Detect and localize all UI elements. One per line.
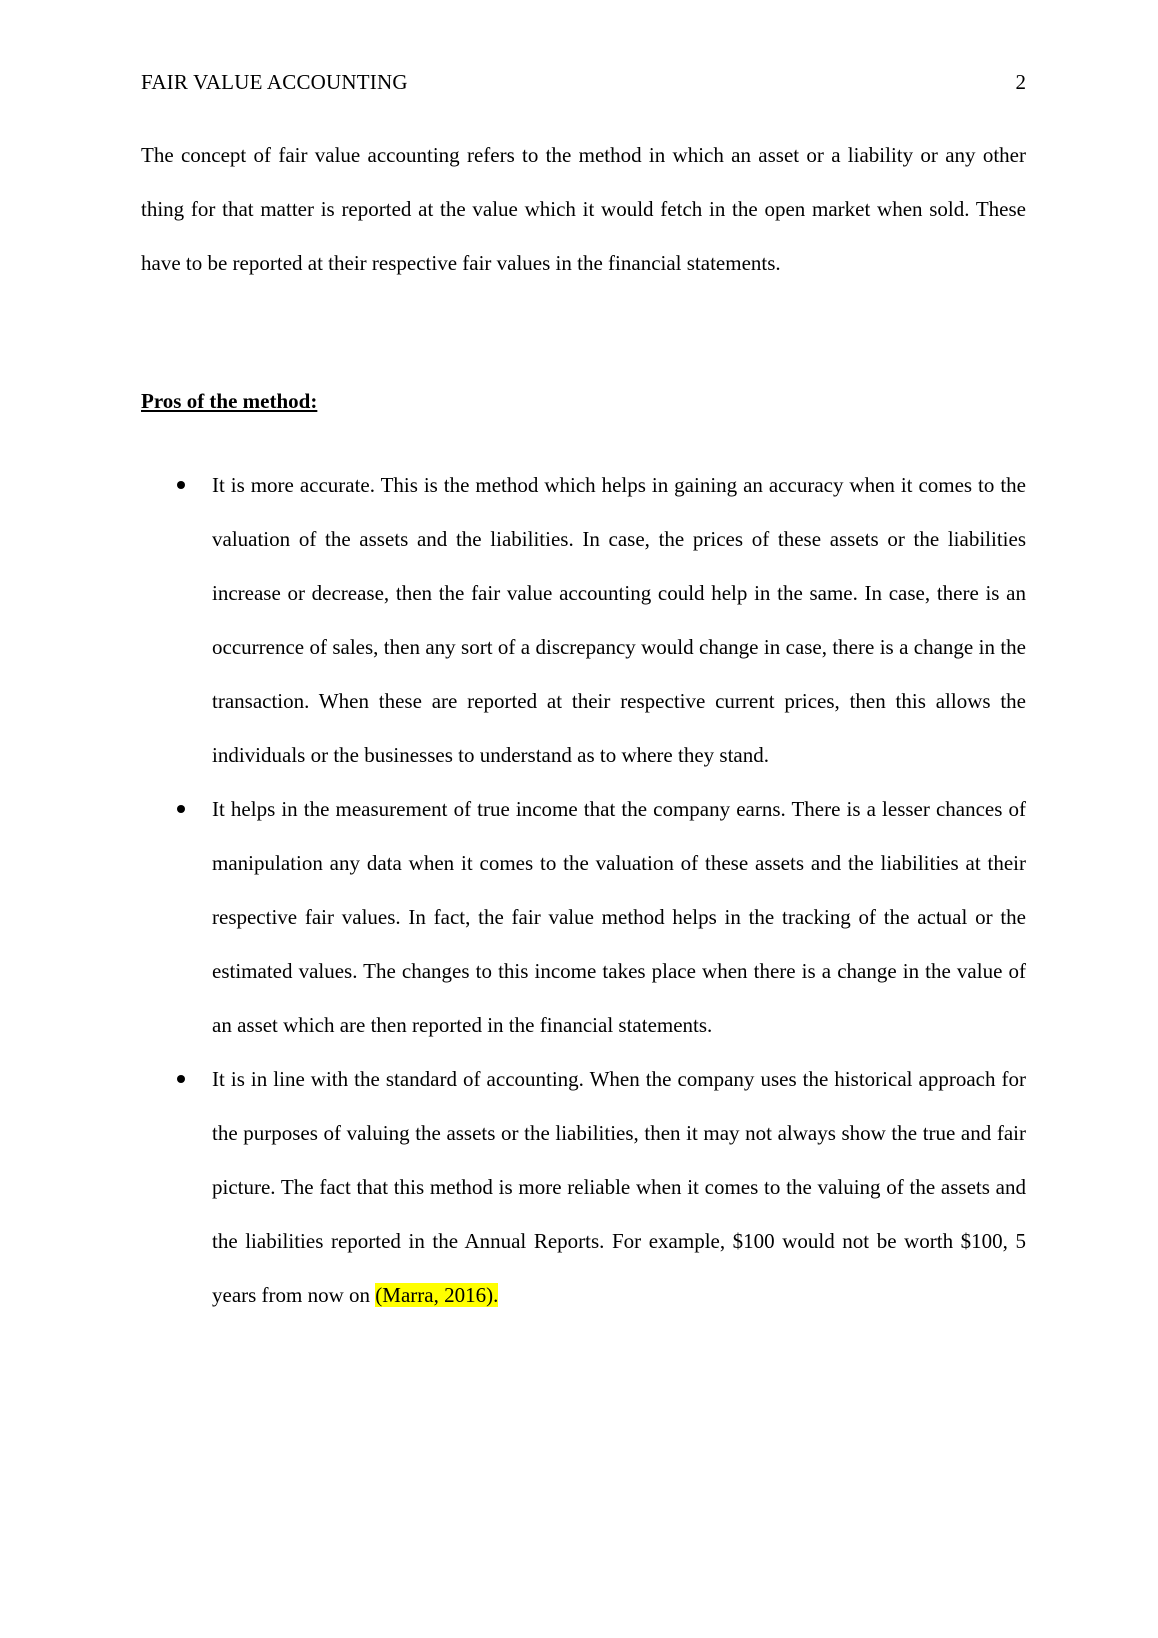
page-number: 2 <box>1015 70 1026 94</box>
bullet-icon <box>177 1075 185 1083</box>
intro-paragraph: The concept of fair value accounting refers to the method in which an asset or a liability or any other thing for that matter is reported at the value which it would fetch in the open market when sold. These have to be reported at their respective fair values in the financial statements. <box>141 143 1026 275</box>
list-item <box>141 458 1026 782</box>
page-header <box>141 66 1026 98</box>
list-item-text: It is more accurate. This is the method which helps in gaining an accuracy when it comes to the valuation of the assets and the liabilities. In case, the prices of these assets or the liabilities increase or decrease, then the fair value accounting could help in the same. In case, there is an occurrence of sales, then any sort of a discrepancy would change in case, there is a change in the transaction. When these are reported at their respective current prices, then this allows the individuals or the businesses to understand as to where they stand. <box>212 473 1026 767</box>
pros-list <box>141 458 1026 1322</box>
list-item <box>141 782 1026 1052</box>
list-item-text: It is in line with the standard of accounting. When the company uses the historical approach for the purposes of valuing the assets or the liabilities, then it may not always show the true and fair picture. The fact that this method is more reliable when it comes to the valuing of the assets and the liabilities reported in the Annual Reports. For example, $100 would not be worth $100, 5 years from now on <box>212 1067 1026 1307</box>
citation-highlight: (Marra, 2016). <box>375 1283 499 1307</box>
bullet-icon <box>177 805 185 813</box>
pros-heading: Pros of the method: <box>141 389 318 413</box>
running-head: FAIR VALUE ACCOUNTING <box>141 70 408 94</box>
list-item <box>141 1052 1026 1322</box>
bullet-icon <box>177 481 185 489</box>
list-item-text: It helps in the measurement of true income that the company earns. There is a lesser chances of manipulation any data when it comes to the valuation of these assets and the liabilities at their respective fair values. In fact, the fair value method helps in the tracking of the actual or the estimated values. The changes to this income takes place when there is a change in the value of an asset which are then reported in the financial statements. <box>212 797 1026 1037</box>
